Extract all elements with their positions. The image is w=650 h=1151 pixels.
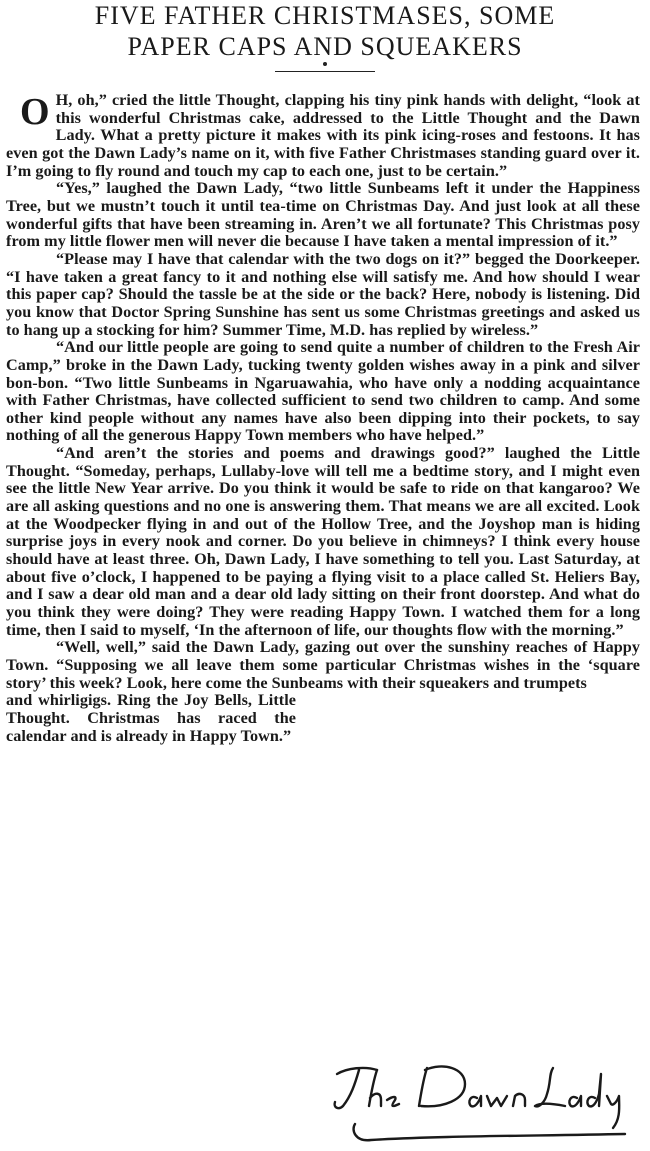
headline <box>0 0 650 62</box>
paragraph-1-text: H, oh,” cried the little Thought, clapping his tiny pink hands with delight, “look at this wonderful Christmas cake, addressed to the Little Thought and the Dawn Lady. What a pretty picture it makes with its pink icing-roses and festoons. It has even got the Dawn Lady’s name on it, with five Father Christmases standing guard over it. I’m going to fly round and touch my cap to each one, just to be certain.” <box>6 91 640 180</box>
paragraph-6: “Well, well,” said the Dawn Lady, gazing out over the sunshiny reaches of Happy Town. “Supposing we all leave them some particular Christmas wishes in the ‘square story’ this week? Look, here come the Sunbeams with their squeakers and trumpets <box>6 638 640 692</box>
signature-image <box>325 1052 645 1147</box>
headline-line-2: PAPER CAPS AND SQUEAKERS <box>127 32 523 61</box>
article-body <box>6 92 640 745</box>
paragraph-6-end: and whirligigs. Ring the Joy Bells, Little Thought. Christmas has raced the calendar and is already in Happy Town.” <box>6 691 296 745</box>
paragraph-2: “Yes,” laughed the Dawn Lady, “two little Sunbeams left it under the Happiness Tree, but we mustn’t touch it until tea-time on Christmas Day. And just look at all these wonderful gifts that have been streaming in. Aren’t we all fortunate? This Christmas posy from my little flower men will never die because I have taken a mental impression of it.” <box>6 179 640 251</box>
paragraph-3: “Please may I have that calendar with the two dogs on it?” begged the Doorkeeper. “I have taken a great fancy to it and nothing else will satisfy me. And how should I wear this paper cap? Should the tassle be at the side or the back? Here, nobody is listening. Did you know that Doctor Spring Sunshine has sent us some Christmas greetings and asked us to hang up a stocking for him? Summer Time, M.D. has replied by wireless.” <box>6 249 640 339</box>
headline-rule <box>275 71 375 72</box>
paragraph-1 <box>6 92 640 180</box>
paragraph-5: “And aren’t the stories and poems and drawings good?” laughed the Little Thought. “Someday, perhaps, Lullaby-love will tell me a bedtime story, and I might even see the little New Year arrive. Do you think it would be safe to ride on that kangaroo? We are all asking questions and no one is answering them. That means we are all excited. Look at the Woodpecker flying in and out of the Hollow Tree, and the Joyshop man is hiding surprise joys in every nook and corner. Do you believe in chimneys? I think every house should have at least three. Oh, Dawn Lady, I have something to tell you. Last Saturday, at about five o’clock, I happened to be paying a flying visit to a place called St. Heliers Bay, and I saw a dear old man and a dear old lady sitting on their front doorstep. And what do you think they were doing? They were reading Happy Town. I watched them for a long time, then I said to myself, ‘In the afternoon of life, our thoughts flow with the morning.” <box>6 444 640 639</box>
headline-line-1: FIVE FATHER CHRISTMASES, SOME <box>94 1 556 30</box>
paragraph-4: “And our little people are going to send quite a number of children to the Fresh Air Camp,” broke in the Dawn Lady, tucking twenty golden wishes away in a pink and silver bon-bon. “Two little Sunbeams in Ngaruawahia, who have only a nodding acquaintance with Father Christmas, have collected sufficient to send two children to camp. And some other kind people without any names have also been dipping into their pockets, to say nothing of all the generous Happy Town members who have helped.” <box>6 338 640 445</box>
drop-cap: O <box>20 91 50 133</box>
